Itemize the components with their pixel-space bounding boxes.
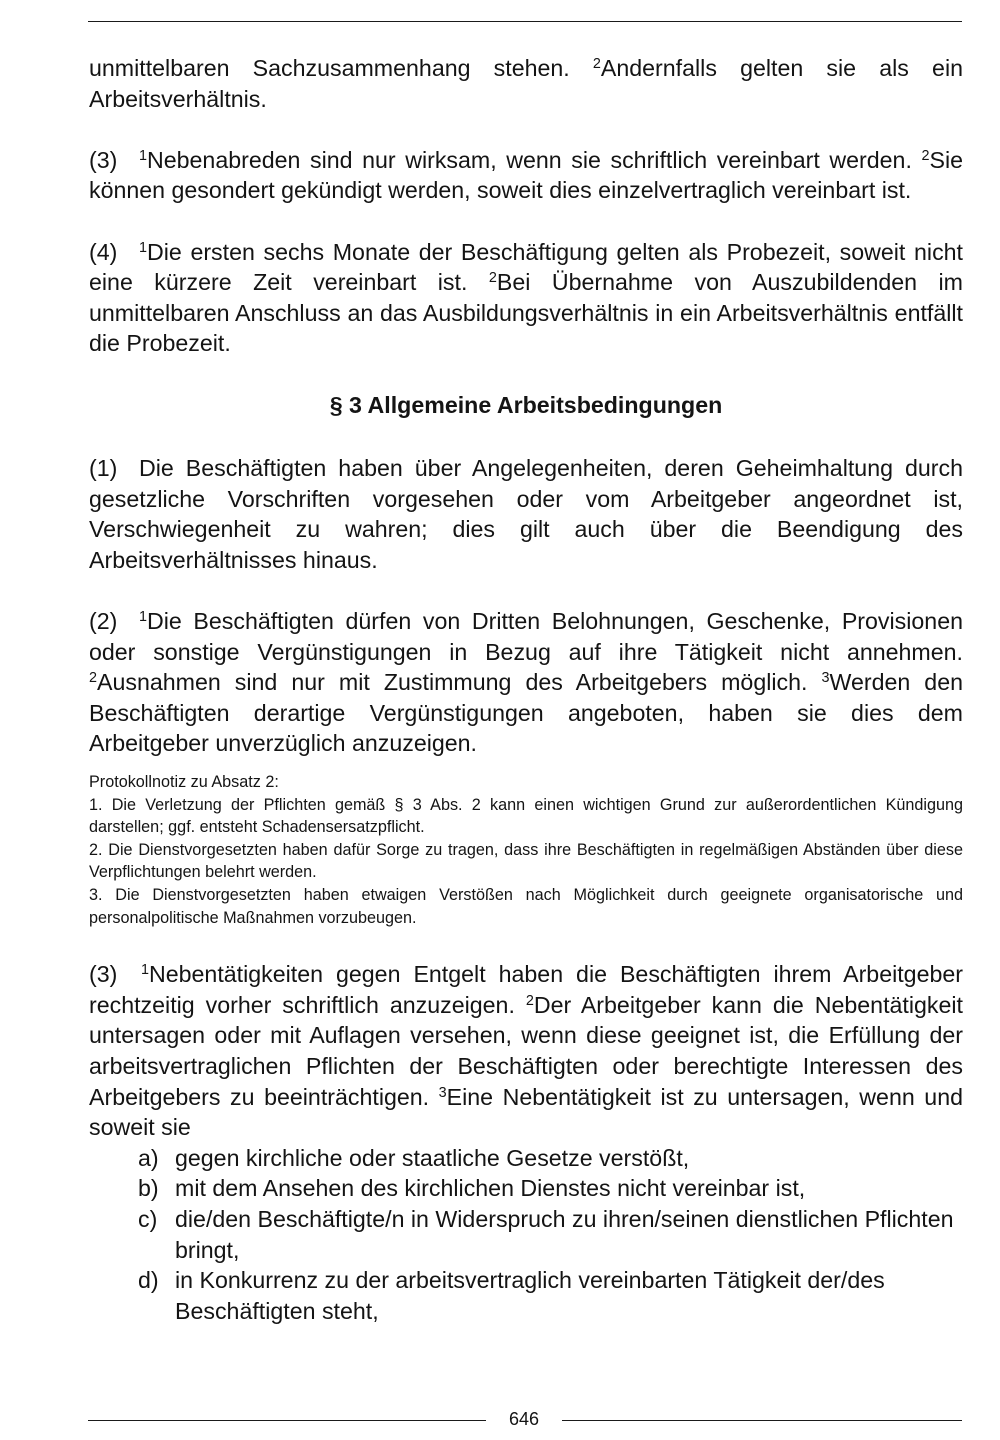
- list-marker: a): [138, 1144, 159, 1171]
- sentence-number: 3: [821, 670, 830, 687]
- page-number: 646: [508, 1409, 540, 1429]
- list-marker: c): [138, 1205, 158, 1232]
- sentence-number: 1: [139, 147, 147, 164]
- list-item-text: mit dem Ansehen des kirchlichen Dienstes nicht vereinbar ist,: [175, 1175, 806, 1202]
- sentence-number: 2: [592, 56, 601, 73]
- protocol-note-title: Protokollnotiz zu Absatz 2:: [89, 773, 279, 792]
- paragraph-text: Bei Übernahme von Auszubildenden im unmittelbaren Anschluss an das Ausbildungsverhältnis in ein Arbeitsverhältnis entfällt die Probezeit.: [89, 269, 963, 357]
- paragraph-text: Andernfalls gelten sie als ein Arbeitsverhältnis.: [89, 55, 963, 112]
- paragraph-number: (3): [89, 146, 118, 173]
- paragraph-text: Die Beschäftigten dürfen von Dritten Belohnungen, Geschenke, Provisionen oder sonstige Vergünstigungen in Bezug auf ihre Tätigkeit nicht annehmen.: [89, 608, 963, 665]
- list-item: [89, 1143, 963, 1174]
- paragraph-number: (4): [89, 238, 118, 265]
- sentence-number: 1: [141, 962, 149, 979]
- paragraph-number: (1): [89, 455, 118, 482]
- sentence-number: 3: [438, 1084, 447, 1101]
- paragraph-number: (3): [89, 961, 118, 988]
- list-item-text: die/den Beschäftigte/n in Widerspruch zu ihren/seinen dienstlichen Pflichten bringt,: [175, 1205, 954, 1263]
- sentence-number: 2: [488, 270, 497, 287]
- paragraph-text: Der Arbeitgeber kann die Nebentätigkeit untersagen oder mit Auflagen versehen, wenn diese geeignet ist, die Erfüllung der arbeitsvertraglichen Pflichten der Beschäftigten oder berechtigte Interessen des Arbeitgebers zu beeinträchtigen.: [89, 991, 963, 1110]
- section-heading: § 3 Allgemeine Arbeitsbedingungen: [329, 391, 723, 418]
- list-item-text: in Konkurrenz zu der arbeitsvertraglich vereinbarten Tätigkeit der/des Beschäftigten steht,: [175, 1267, 885, 1324]
- sentence-number: 2: [921, 147, 930, 164]
- protocol-note: [89, 771, 963, 929]
- sentence-number: 2: [525, 992, 534, 1009]
- list-item: [89, 1265, 963, 1326]
- paragraph-text: Ausnahmen sind nur mit Zustimmung des Arbeitgebers möglich.: [97, 669, 822, 696]
- paragraph-continuation: [89, 53, 963, 114]
- list-item-text: gegen kirchliche oder staatliche Gesetze verstößt,: [175, 1144, 690, 1171]
- paragraph-number: (2): [89, 608, 118, 635]
- paragraph-3-prev: [89, 145, 963, 206]
- sentence-number: 1: [139, 609, 147, 626]
- paragraph-text: Die ersten sechs Monate der Beschäftigung gelten als Probezeit, soweit nicht eine kürzere Zeit vereinbart ist.: [89, 238, 963, 296]
- list-item: [89, 1204, 963, 1265]
- paragraph-1: [89, 453, 963, 575]
- paragraph-3: [89, 959, 963, 1143]
- paragraph-text: Eine Nebentätigkeit ist zu untersagen, wenn und soweit sie: [89, 1083, 963, 1141]
- enumeration-list: [89, 1143, 963, 1327]
- protocol-note-item: 3. Die Dienstvorgesetzten haben etwaigen Verstößen nach Möglichkeit durch geeignete organisatorische und personalpolitische Maßnahmen vorzubeugen.: [89, 886, 963, 927]
- paragraph-text: Werden den Beschäftigten derartige Vergünstigungen angeboten, haben sie dies dem Arbeitgeber unverzüglich anzuzeigen.: [89, 669, 963, 757]
- paragraph-text: Sie können gesondert gekündigt werden, soweit dies einzelvertraglich vereinbart ist.: [89, 146, 963, 204]
- footer-rule-left: [88, 1420, 486, 1421]
- paragraph-2: [89, 606, 963, 759]
- top-rule: [88, 21, 962, 22]
- sentence-number: 1: [139, 239, 147, 256]
- sentence-number: 2: [89, 670, 97, 687]
- protocol-note-item: 2. Die Dienstvorgesetzten haben dafür Sorge zu tragen, dass ihre Beschäftigten in regelmäßigen Abständen über diese Verpflichtungen belehrt werden.: [89, 840, 963, 882]
- paragraph-4-prev: [89, 237, 963, 359]
- document-body: [89, 53, 963, 1326]
- page-footer: [88, 1410, 962, 1440]
- protocol-note-item: 1. Die Verletzung der Pflichten gemäß § 3 Abs. 2 kann einen wichtigen Grund zur außerordentlichen Kündigung darstellen; ggf. entsteht Schadensersatzpflicht.: [89, 795, 963, 837]
- list-marker: d): [138, 1267, 159, 1294]
- footer-rule-right: [562, 1420, 962, 1421]
- list-item: [89, 1173, 963, 1204]
- list-marker: b): [138, 1175, 159, 1202]
- paragraph-text: Die Beschäftigten haben über Angelegenheiten, deren Geheimhaltung durch gesetzliche Vorschriften vorgesehen oder vom Arbeitgeber angeordnet ist, Verschwiegenheit zu wahren; dies gilt auch über die Beendigung des Arbeitsverhältnisses hinaus.: [89, 455, 963, 573]
- paragraph-text: Nebenabreden sind nur wirksam, wenn sie schriftlich vereinbart werden.: [147, 146, 922, 173]
- paragraph-text: unmittelbaren Sachzusammenhang stehen.: [89, 55, 593, 81]
- paragraph-text: Nebentätigkeiten gegen Entgelt haben die Beschäftigten ihrem Arbeitgeber rechtzeitig vorher schriftlich anzuzeigen.: [89, 961, 963, 1018]
